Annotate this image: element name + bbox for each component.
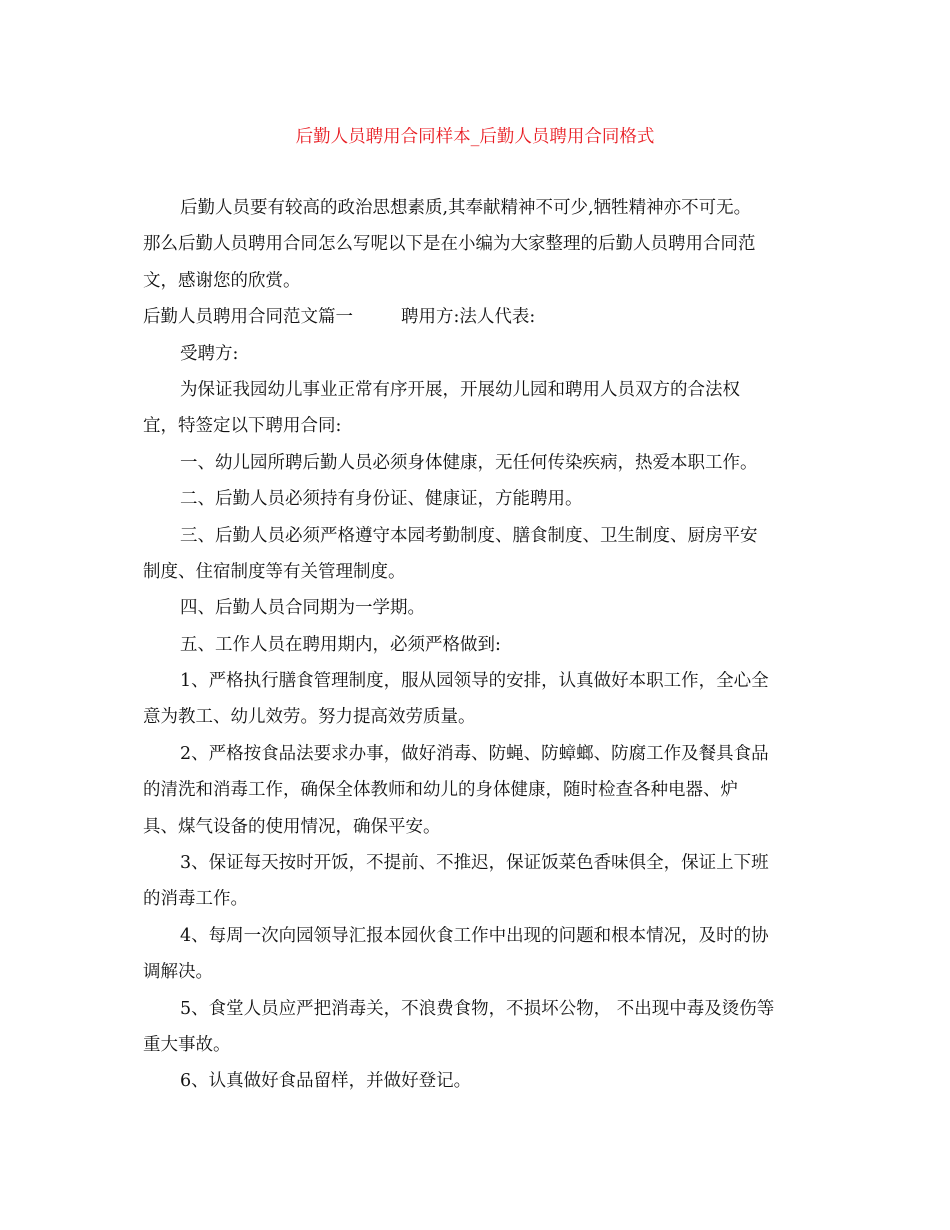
item-1-line-1: 1、严格执行膳食管理制度，服从园领导的安排，认真做好本职工作，全心全 xyxy=(180,671,769,692)
document-body xyxy=(143,190,813,1100)
item-3-line-1: 3、保证每天按时开饭，不提前、不推迟，保证饭菜色香味俱全，保证上下班 xyxy=(180,853,769,874)
item-4 xyxy=(143,918,813,991)
document-title: 后勤人员聘用合同样本_后勤人员聘用合同格式 xyxy=(295,127,655,147)
item-3-line-2: 的消毒工作。 xyxy=(143,889,248,910)
item-1 xyxy=(143,663,813,736)
intro-line-2: 那么后勤人员聘用合同怎么写呢以下是在小编为大家整理的后勤人员聘用合同范 xyxy=(143,234,756,255)
clause-1: 一、幼儿园所聘后勤人员必须身体健康，无任何传染疾病，热爱本职工作。 xyxy=(180,452,758,473)
clause-4: 四、后勤人员合同期为一学期。 xyxy=(180,598,425,619)
clause-3 xyxy=(143,518,813,591)
clause-3-line-2: 制度、住宿制度等有关管理制度。 xyxy=(143,561,406,582)
item-2-line-2: 的清洗和消毒工作，确保全体教师和幼儿的身体健康，随时检查各种电器、炉 xyxy=(143,780,738,801)
item-4-line-1: 4、每周一次向园领导汇报本园伙食工作中出现的问题和根本情况，及时的协 xyxy=(180,925,769,946)
clause-5: 五、工作人员在聘用期内，必须严格做到: xyxy=(180,634,501,655)
item-3 xyxy=(143,845,813,918)
preamble-line-2: 宜，特签定以下聘用合同: xyxy=(143,416,342,437)
item-4-line-2: 调解决。 xyxy=(143,962,213,983)
item-2-line-1: 2、严格按食品法要求办事，做好消毒、防蝇、防蟑螂、防腐工作及餐具食品 xyxy=(180,743,769,764)
preamble-paragraph xyxy=(143,372,813,445)
intro-line-1: 后勤人员要有较高的政治思想素质,其奉献精神不可少,牺牲精神亦不可无。 xyxy=(180,198,752,218)
employer-label: 聘用方:法人代表: xyxy=(401,307,536,328)
employee-label: 受聘方: xyxy=(180,343,239,364)
clause-3-line-1: 三、后勤人员必须严格遵守本园考勤制度、膳食制度、卫生制度、厨房平安 xyxy=(180,525,758,546)
item-5-line-1: 5、食堂人员应严把消毒关，不浪费食物，不损坏公物， 不出现中毒及烫伤等 xyxy=(180,998,775,1019)
intro-paragraph xyxy=(143,190,813,299)
item-5 xyxy=(143,991,813,1064)
section-heading: 后勤人员聘用合同范文篇一 xyxy=(143,307,353,328)
intro-line-3: 文，感谢您的欣赏。 xyxy=(143,270,301,291)
item-1-line-2: 意为教工、幼儿效劳。努力提高效劳质量。 xyxy=(143,707,476,728)
item-5-line-2: 重大事故。 xyxy=(143,1034,231,1055)
item-2-line-3: 具、煤气设备的使用情况，确保平安。 xyxy=(143,816,441,837)
preamble-line-1: 为保证我园幼儿事业正常有序开展，开展幼儿园和聘用人员双方的合法权 xyxy=(180,379,740,400)
section-heading-line xyxy=(143,299,813,335)
clause-2: 二、后勤人员必须持有身份证、健康证，方能聘用。 xyxy=(180,489,583,510)
item-6: 6、认真做好食品留样，并做好登记。 xyxy=(180,1071,472,1092)
item-2 xyxy=(143,736,813,845)
